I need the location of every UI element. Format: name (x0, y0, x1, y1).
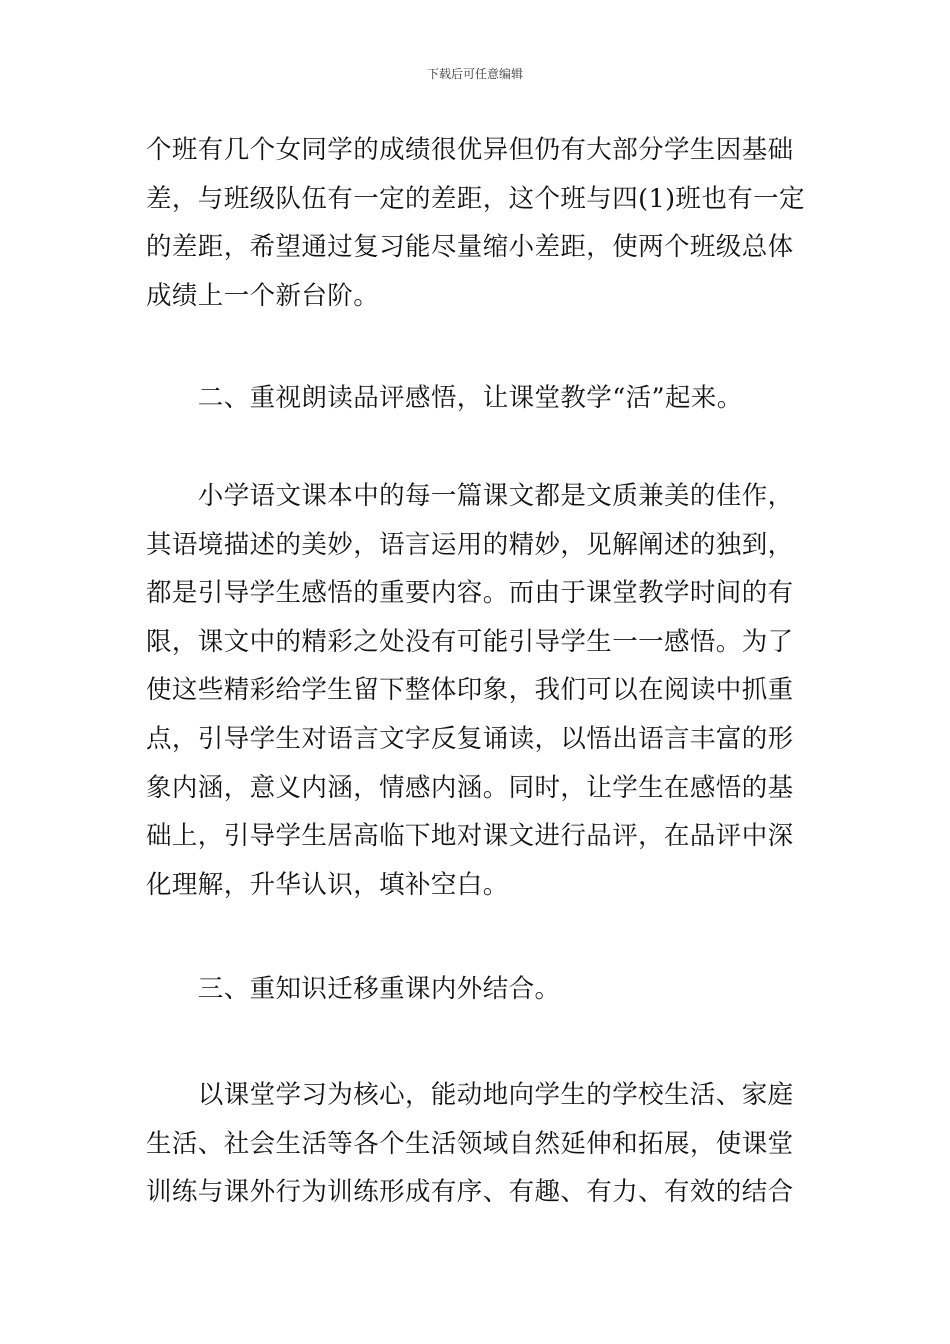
heading-text: 二、重视朗读品评感悟，让课堂教学“活”起来。 (146, 383, 743, 413)
text-line: 点，引导学生对语言文字反复诵读，以悟出语言丰富的形 (146, 723, 794, 754)
text-line: 差，与班级队伍有一定的差距，这个班与四(1)班也有一定 (146, 183, 805, 214)
text-line: 成绩上一个新台阶。 (146, 280, 380, 311)
paragraph-3 (146, 1071, 808, 1217)
text-line: 小学语文课本中的每一篇课文都是文质兼美的佳作， (146, 481, 794, 511)
text-line: 以课堂学习为核心，能动地向学生的学校生活、家庭 (146, 1080, 794, 1110)
heading-text: 三、重知识迁移重课内外结合。 (146, 974, 561, 1004)
text-line: 其语境描述的美妙，语言运用的精妙，见解阐述的独到， (146, 529, 794, 560)
text-line: 个班有几个女同学的成绩很优异但仍有大部分学生因基础 (146, 135, 794, 165)
text-line: 都是引导学生感悟的重要内容。而由于课堂教学时间的有 (146, 578, 794, 609)
text-line: 化理解，升华认识，填补空白。 (146, 869, 509, 900)
text-line: 础上，引导学生居高临下地对课文进行品评，在品评中深 (146, 821, 794, 852)
text-line: 象内涵，意义内涵，情感内涵。同时，让学生在感悟的基 (146, 772, 794, 803)
paragraph-1 (146, 126, 808, 320)
text-line: 的差距，希望通过复习能尽量缩小差距，使两个班级总体 (146, 232, 794, 263)
text-line: 训练与课外行为训练形成有序、有趣、有力、有效的结合 (146, 1177, 794, 1208)
section-heading-2 (146, 374, 808, 423)
text-line: 限，课文中的精彩之处没有可能引导学生一一感悟。为了 (146, 626, 794, 657)
text-line: 使这些精彩给学生留下整体印象，我们可以在阅读中抓重 (146, 675, 794, 706)
paragraph-2 (146, 472, 808, 909)
text-line: 生活、社会生活等各个生活领域自然延伸和拓展，使课堂 (146, 1128, 794, 1159)
section-heading-3 (146, 965, 808, 1014)
header-note: 下载后可任意编辑 (426, 67, 523, 81)
